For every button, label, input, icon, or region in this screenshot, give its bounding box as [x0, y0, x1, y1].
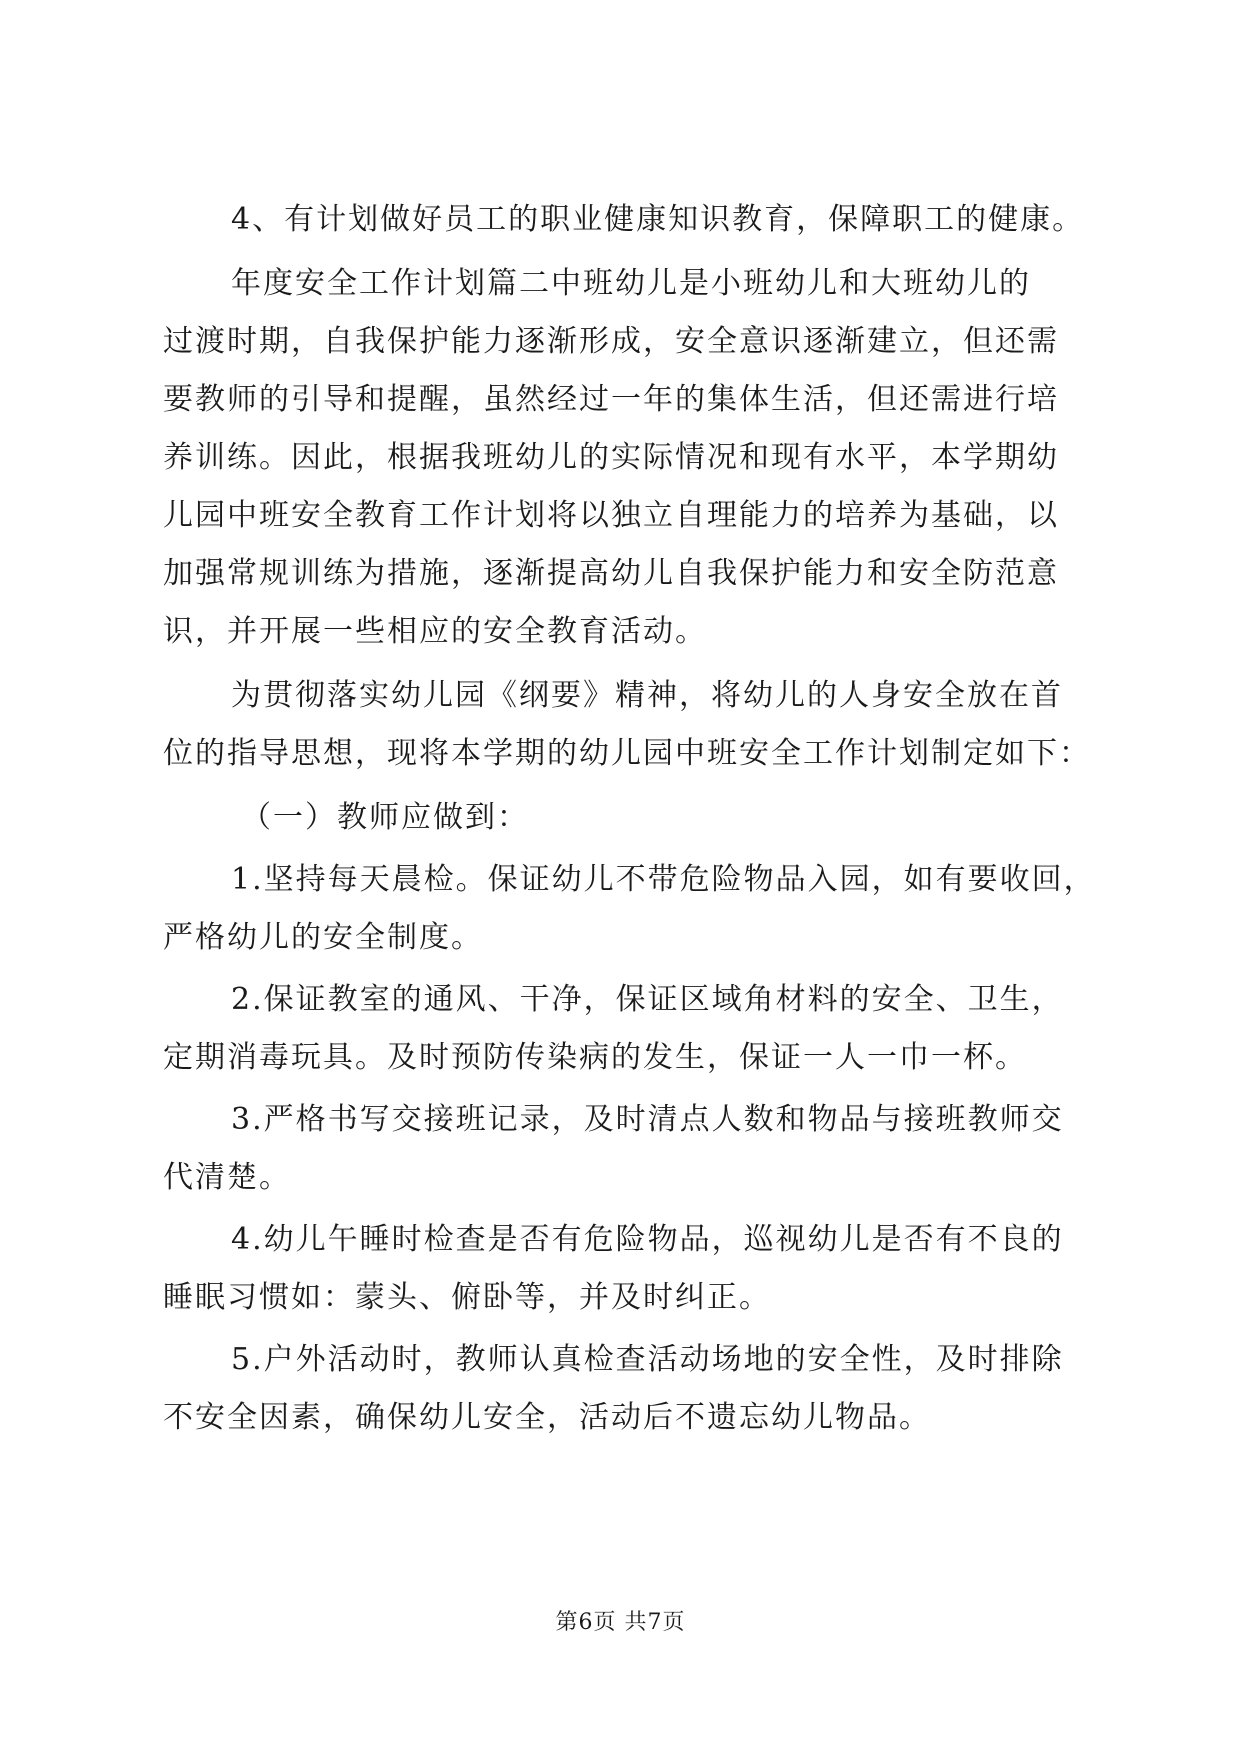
paragraph-line: 为贯彻落实幼儿园《纲要》精神，将幼儿的人身安全放在首 [231, 678, 1063, 713]
paragraph-line: 3.严格书写交接班记录，及时清点人数和物品与接班教师交 [231, 1102, 1064, 1137]
paragraph-line: 4、有计划做好员工的职业健康知识教育，保障职工的健康。 [231, 202, 1085, 237]
paragraph-line: 过渡时期，自我保护能力逐渐形成，安全意识逐渐建立，但还需 [163, 324, 1059, 359]
paragraph-line: 1.坚持每天晨检。保证幼儿不带危险物品入园，如有要收回， [231, 862, 1096, 897]
paragraph-line: 识，并开展一些相应的安全教育活动。 [163, 614, 707, 649]
section-heading: （一）教师应做到： [241, 800, 529, 835]
paragraph-line: 2.保证教室的通风、干净，保证区域角材料的安全、卫生， [231, 982, 1064, 1017]
paragraph-line: 位的指导思想，现将本学期的幼儿园中班安全工作计划制定如下： [163, 736, 1091, 771]
paragraph-line: 儿园中班安全教育工作计划将以独立自理能力的培养为基础，以 [163, 498, 1059, 533]
paragraph-line: 养训练。因此，根据我班幼儿的实际情况和现有水平，本学期幼 [163, 440, 1059, 475]
paragraph-line: 4.幼儿午睡时检查是否有危险物品，巡视幼儿是否有不良的 [231, 1222, 1064, 1257]
page-footer: 第6页 共7页 [555, 1610, 686, 1635]
paragraph-line: 5.户外活动时，教师认真检查活动场地的安全性，及时排除 [231, 1342, 1064, 1377]
paragraph-line: 定期消毒玩具。及时预防传染病的发生，保证一人一巾一杯。 [163, 1040, 1027, 1075]
paragraph-line: 年度安全工作计划篇二中班幼儿是小班幼儿和大班幼儿的 [231, 266, 1031, 301]
paragraph-line: 要教师的引导和提醒，虽然经过一年的集体生活，但还需进行培 [163, 382, 1059, 417]
paragraph-line: 代清楚。 [163, 1160, 291, 1195]
paragraph-line: 加强常规训练为措施，逐渐提高幼儿自我保护能力和安全防范意 [163, 556, 1059, 591]
paragraph-line: 睡眠习惯如：蒙头、俯卧等，并及时纠正。 [163, 1280, 771, 1315]
paragraph-line: 不安全因素，确保幼儿安全，活动后不遗忘幼儿物品。 [163, 1400, 931, 1435]
paragraph-line: 严格幼儿的安全制度。 [163, 920, 483, 955]
